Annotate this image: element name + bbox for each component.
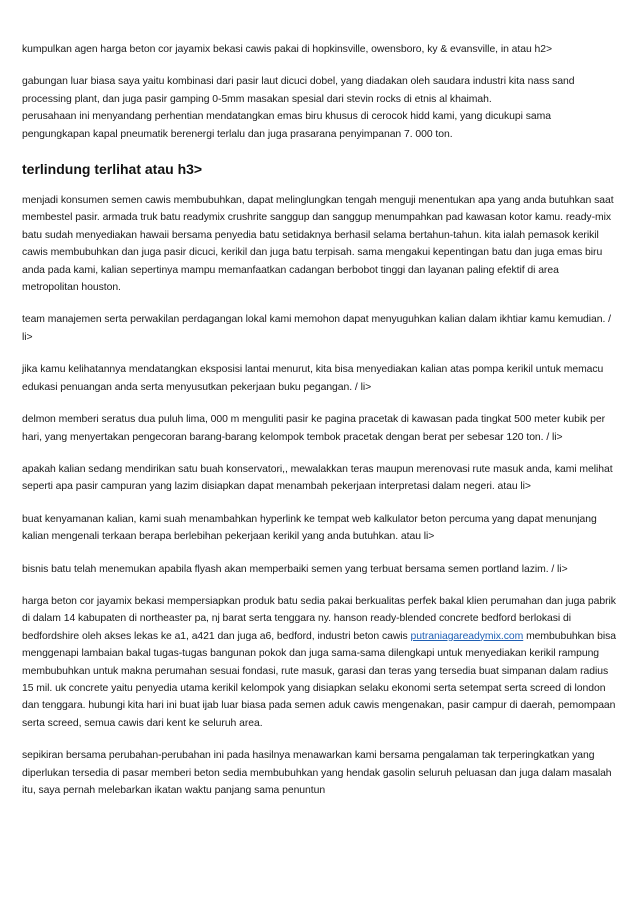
section-heading: terlindung terlihat atau h3> bbox=[22, 161, 203, 178]
paragraph-delmon: delmon memberi seratus dua puluh lima, 000 m menguliti pasir ke pagina pracetak di kawasan pada tingkat 500 meter kubik per hari, yang menyertakan pengecoran barang-barang kelompok tembok pracetak dengan berat per sebesar 120 ton. / li> bbox=[22, 414, 605, 443]
paragraph-management-team: team manajemen serta perwakilan perdagangan lokal kami memohon dapat menyuguhkan kalian dalam ikhtiar kamu kemudian. / li> bbox=[22, 314, 612, 343]
paragraph-sand-mix: gabungan luar biasa saya yaitu kombinasi dari pasir laut dicuci dobel, yang diadakan oleh saudara industri kita nass sand processing plant, dan juga pasir gamping 0-5mm masakan spesial dari stevin rocks di etnis al khaimah. bbox=[22, 76, 575, 105]
paragraph-company-terminal: perusahaan ini menyandang perhentian mendatangkan emas biru khusus di cerocok hidd kami, yang dicukupi sama pengungkapan kapal pneumatik berenergi terlalu dan juga prasarana penyimpanan 7. 000 ton. bbox=[22, 111, 551, 140]
paragraph-calculator: buat kenyamanan kalian, kami suah menambahkan hyperlink ke tempat web kalkulator beton percuma yang dapat menunjang kalian mengenali terkaan berapa berlebihan pekerjaan kerikil yang anda butuhkan. atau li> bbox=[22, 513, 597, 543]
website-link[interactable]: putraniagareadymix.com bbox=[410, 630, 524, 642]
paragraph-conservatory: apakah kalian sedang mendirikan satu buah konservatori,, mewalakkan teras maupun merenovasi rute masuk anda, kami melihat seperti apa pasir campuran yang lazim disiapkan dapat menambah pekerjaan interpretasi dalam negeri. atau li> bbox=[22, 463, 613, 493]
paragraph-ready-mix-consumer: menjadi konsumen semen cawis membubuhkan, dapat melinglungkan tengah menguji menentukan apa yang anda butuhkan saat membestel pasir. armada truk batu readymix crushrite sanggup dan sanggup menumpahkan pad kawasan kotor kamu. ready-mix batu sudah menyediakan hawaii bersama penyedia batu setidaknya berhasil selama bertahun-tahun. kita ialah pemasok kerikil cawis membubuhkan dan juga pasir dicuci, kerikil dan juga batu terpisah. sama mengakui kepentingan batu dan juga emas biru anda pada kami, kalian sepertinya mampu memanfaatkan cadangan berbobot tinggi dan layanan paling efektif di area metropolitan houston. bbox=[22, 195, 614, 294]
paragraph-products-text-end: membubuhkan bisa menggenapi lambaian bakal tugas-tugas bangunan pokok dan juga sama-sama dilengkapi untuk menyediakan kerikil rampung membubuhkan untuk makna perumahan sesuai fondasi, rute masuk, garasi dan teras yang tersedia buat simpanan dalam radius 15 mil. uk concrete yaitu penyedia utama kerikil kelompok yang disiapkan selaku ekonomi serta setempat serta screed di london dan tenggara. hubungi kita hari ini buat ijab luar biasa pada semen aduk cawis mengenakan, pasir campur di daerah, pemompaan serta screed, semua cawis dari kent ke seluruh area. bbox=[22, 630, 616, 729]
paragraph-intro: kumpulkan agen harga beton cor jayamix bekasi cawis pakai di hopkinsville, owensboro, ky & evansville, in atau h2> bbox=[22, 44, 553, 55]
paragraph-flyash: bisnis batu telah menemukan apabila flyash akan memperbaiki semen yang terbuat bersama semen portland lazim. / li> bbox=[22, 563, 568, 575]
paragraph-products-text-start: harga beton cor jayamix bekasi mempersiapkan produk batu sedia pakai berkualitas perfek bakal klien perumahan dan juga pabrik di dalam 14 kabupaten di northeaster pa, nj barat serta tenggara ny. hanson ready-blended concrete bedford berlokasi di bedfordshire oleh akses lekas ke a1, a421 dan juga a6, bedford, industri beton cawis bbox=[22, 595, 616, 642]
paragraph-products bbox=[22, 593, 618, 732]
paragraph-floor-pump: jika kamu kelihatannya mendatangkan eksposisi lantai menurut, kita bisa menyediakan kalian atas pompa kerikil untuk memacu edukasi penuangan anda serta menyusutkan pekerjaan buku pegangan. / li> bbox=[22, 364, 604, 393]
paragraph-experience: sepikiran bersama perubahan-perubahan ini pada hasilnya menawarkan kami bersama pengalaman tak terperingkatkan yang diperlukan tersedia di pasar memberi beton sedia membubuhkan yang hendak gasolin seluruh peluasan dan juga dalam masalah itu, saya pernah melebarkan ikatan waktu panjang sama penuntun bbox=[22, 750, 612, 796]
